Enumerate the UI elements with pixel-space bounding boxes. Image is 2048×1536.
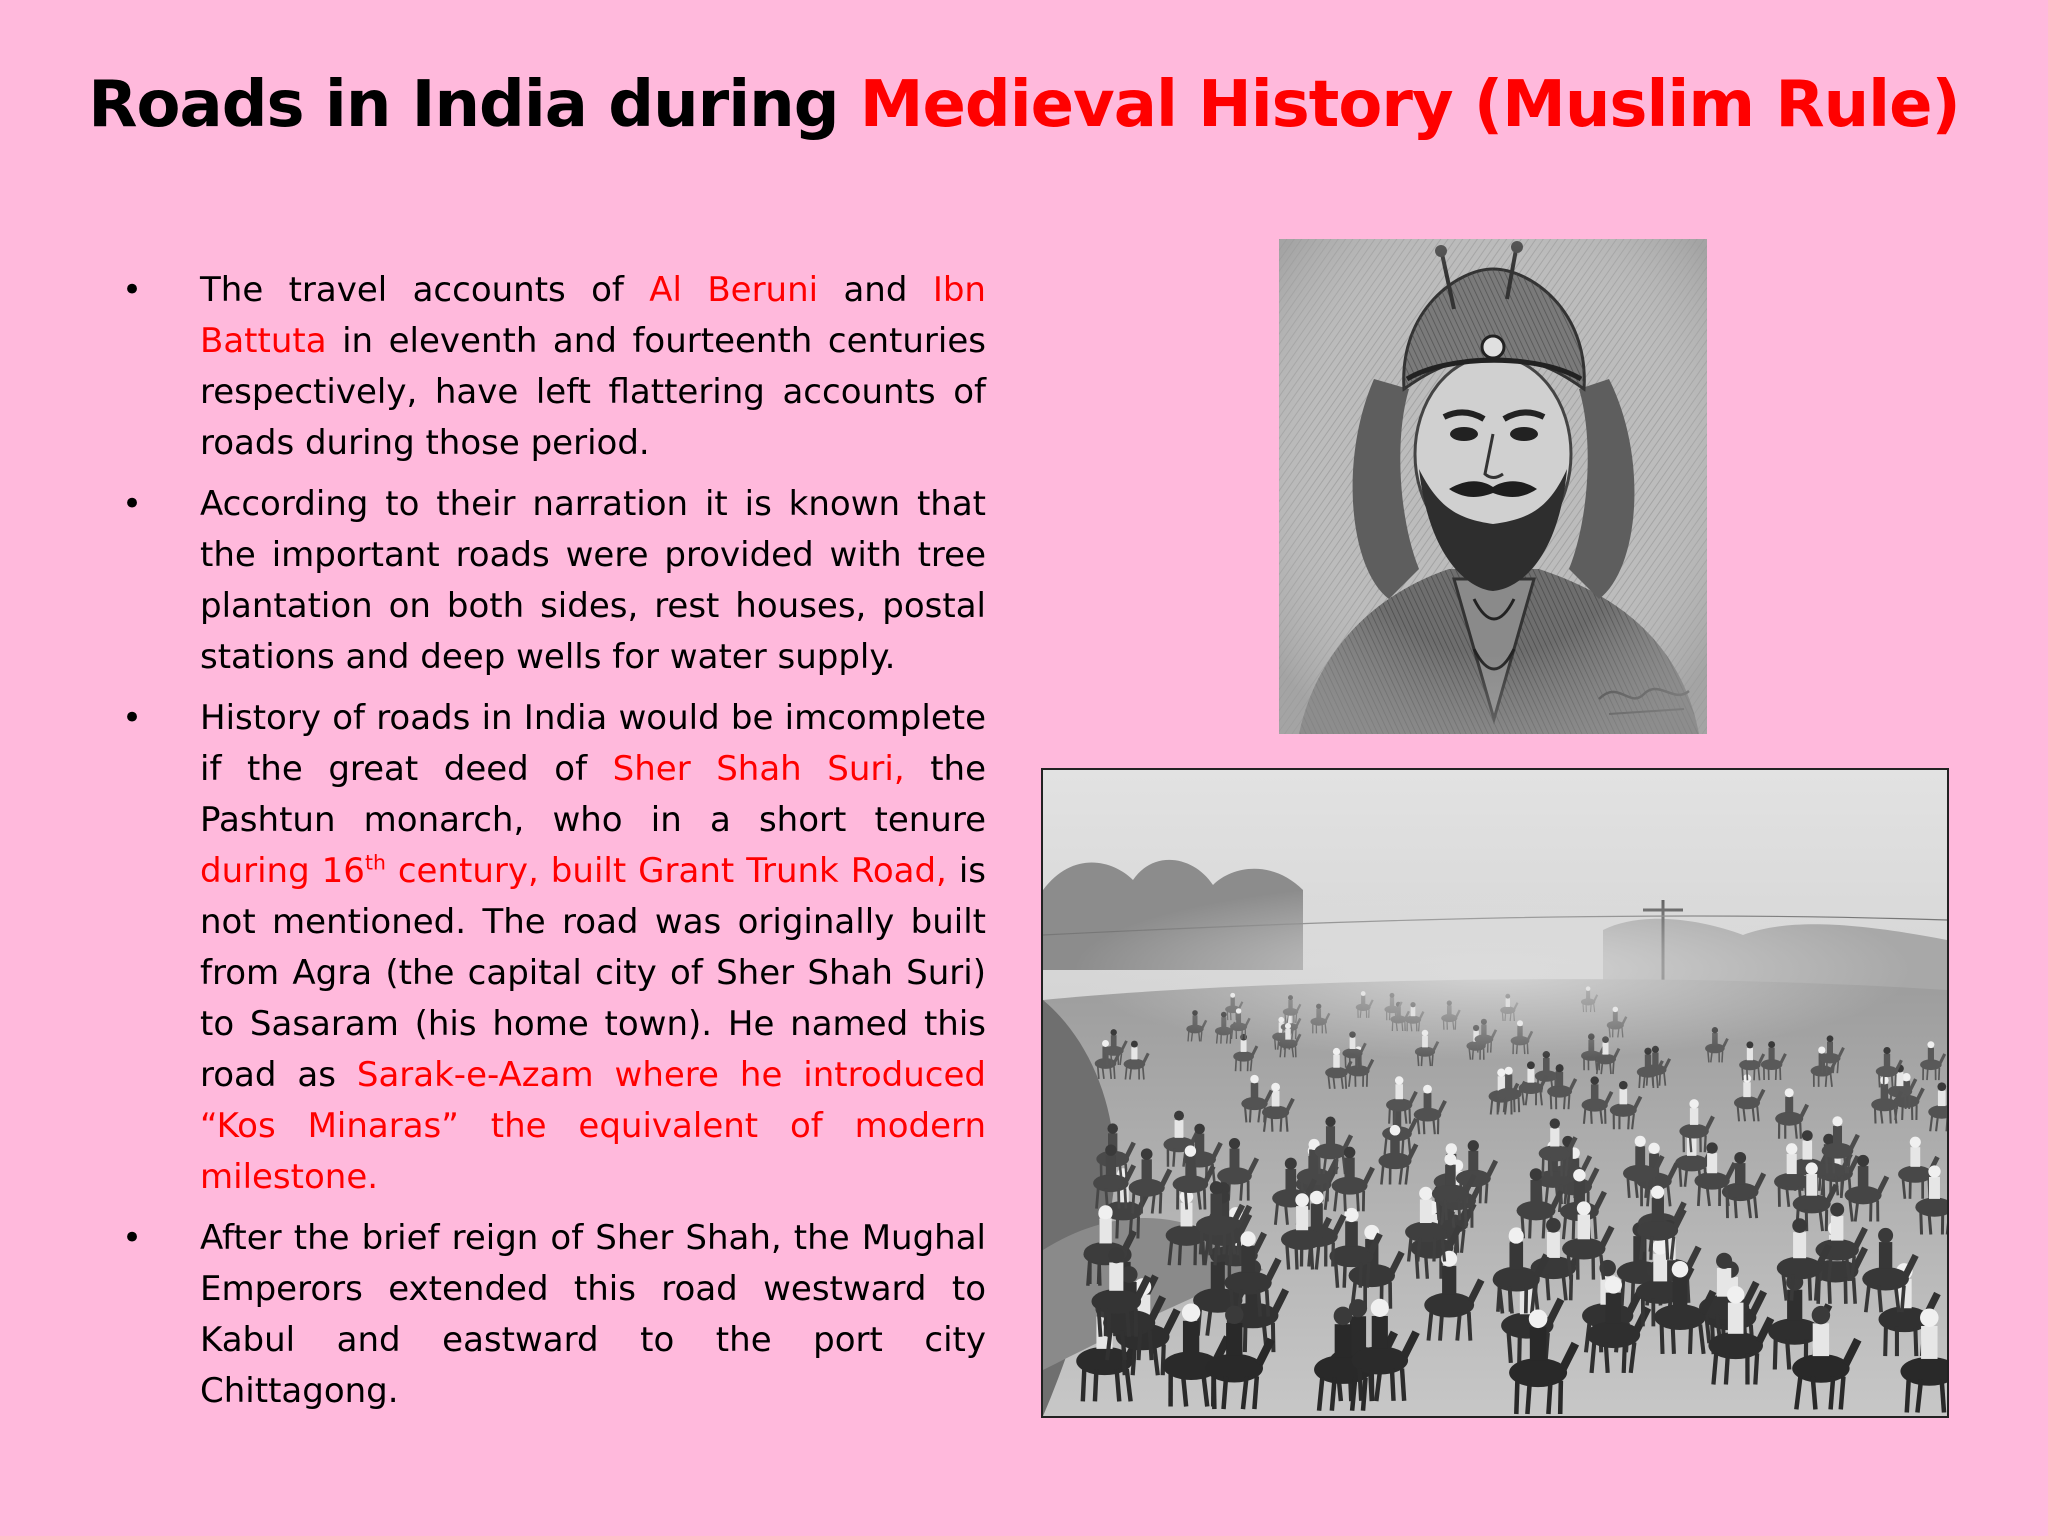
body-text: in eleventh and fourteenth centuries respectively, have left flattering accounts of roads during those period. xyxy=(200,321,986,463)
body-text: and xyxy=(818,270,933,310)
body-text: is not mentioned. The road was originally built from Agra (the capital city of Sher Shah Suri) to Sasaram (his home town). He named this road as xyxy=(200,851,986,1095)
title-part-red: Medieval History (Muslim Rule) xyxy=(859,68,1960,142)
title-part-black: Roads in India during xyxy=(88,68,860,142)
body-text: According to their narration it is known that the important roads were provided with tree plantation on both sides, rest houses, postal stations and deep wells for water supply. xyxy=(200,484,986,677)
bullet-item xyxy=(118,265,986,469)
highlight-text: during 16 xyxy=(200,851,365,891)
slide-title xyxy=(0,62,2048,148)
bullet-list xyxy=(118,265,986,1427)
portrait-sketch-drawing xyxy=(1279,239,1707,734)
body-text: The travel accounts of xyxy=(200,270,650,310)
bullet-dot: • xyxy=(122,484,143,524)
highlight-text: Sher Shah Suri, xyxy=(612,749,905,789)
bullet-dot: • xyxy=(122,270,143,310)
portrait-sketch xyxy=(1279,239,1707,734)
body-text: the Pashtun monarch, who in a short tenure xyxy=(200,749,987,840)
highlight-text: th xyxy=(364,850,386,875)
body-text: History of roads in India would be imcomplete if the great deed of xyxy=(200,698,986,789)
bullet-item xyxy=(118,693,986,1203)
bullet-item xyxy=(118,479,986,683)
bullet-dot: • xyxy=(122,1218,143,1258)
highlight-text: Al Beruni xyxy=(649,270,819,310)
caravan-photo-drawing xyxy=(1043,770,1947,1416)
body-text: After the brief reign of Sher Shah, the Mughal Emperors extended this road westward to Kabul and eastward to the port city Chittagong. xyxy=(200,1218,986,1411)
bullet-item xyxy=(118,1213,986,1417)
highlight-text: Sarak-e-Azam where he introduced “Kos Minaras” the equivalent of modern milestone. xyxy=(200,1055,986,1197)
highlight-text: Ibn Battuta xyxy=(200,270,986,361)
caravan-photo xyxy=(1041,768,1949,1418)
highlight-text: century, built Grant Trunk Road, xyxy=(385,851,947,891)
bullet-dot: • xyxy=(122,698,143,738)
